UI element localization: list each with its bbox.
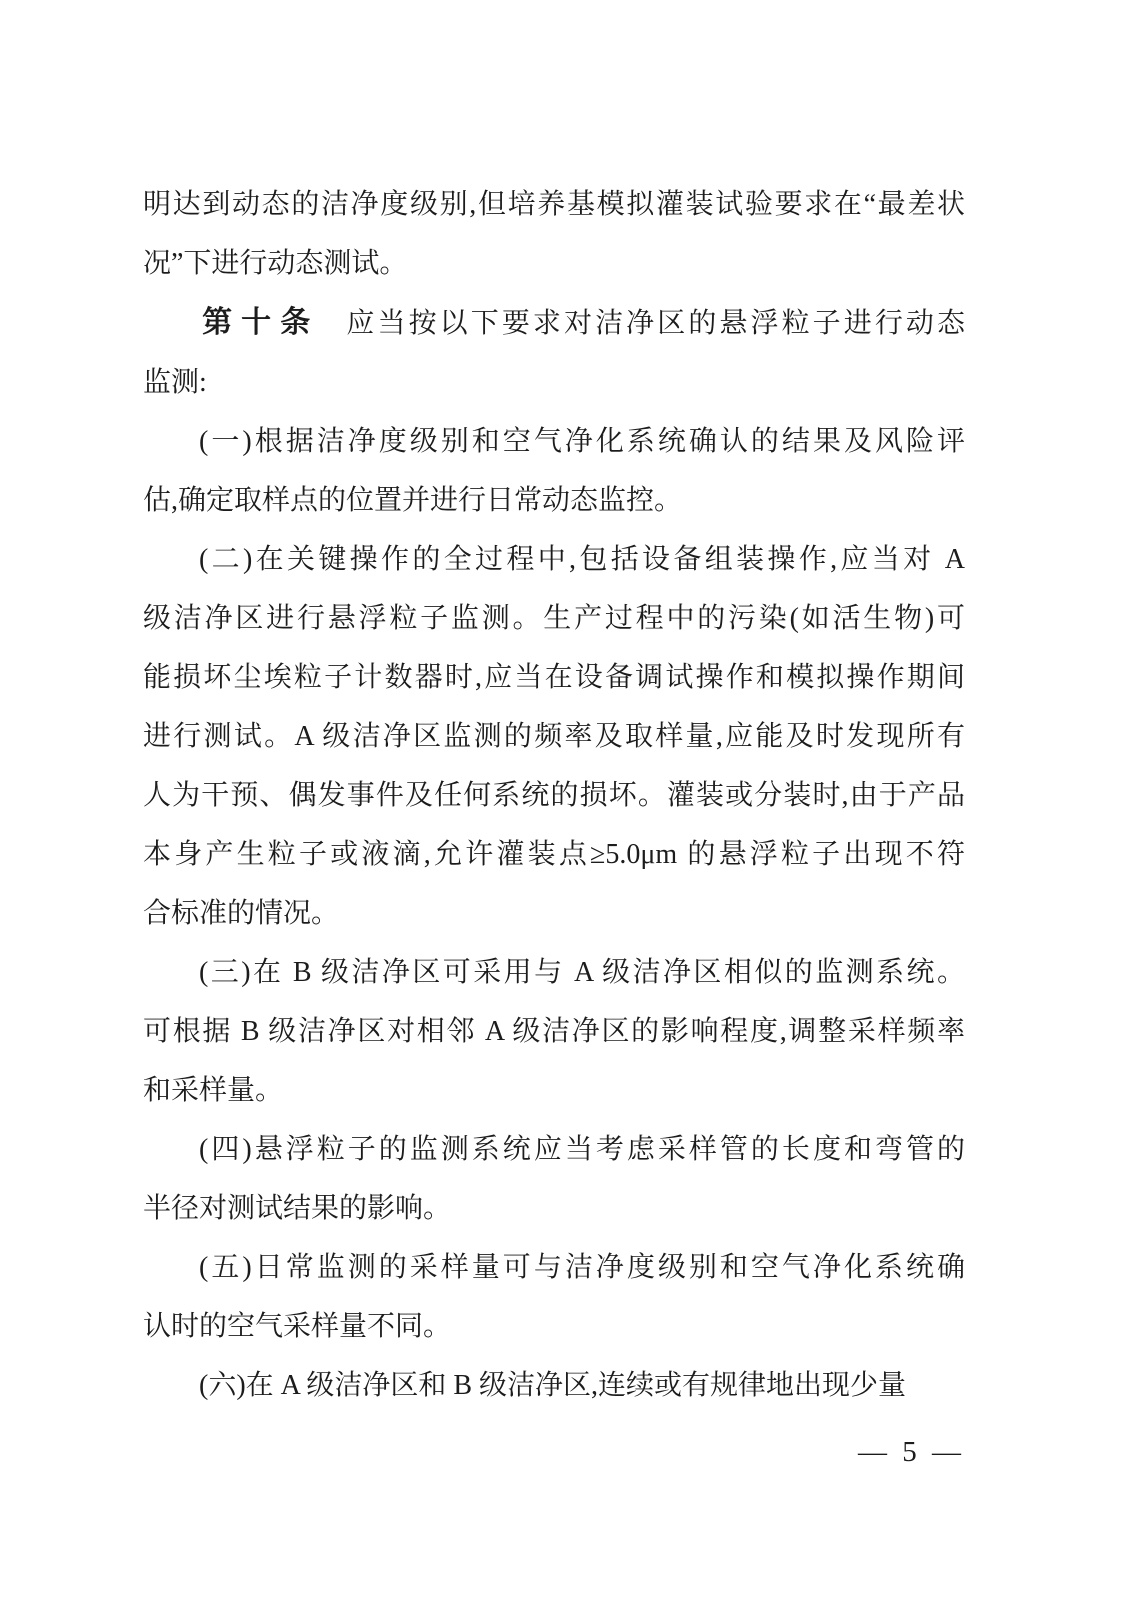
first-line-indent xyxy=(143,567,199,568)
article-number-heading: 第十条 xyxy=(199,306,320,339)
paragraph-3 xyxy=(143,412,965,530)
first-line-indent xyxy=(143,1393,199,1394)
text-line: 半径对测试结果的影响。 xyxy=(143,1193,452,1224)
text-line: 能损坏尘埃粒子计数器时,应当在设备调试操作和模拟操作期间 xyxy=(143,662,965,693)
paragraph-7 xyxy=(143,1238,965,1356)
text-line: (二)在关键操作的全过程中,包括设备组装操作,应当对 A xyxy=(143,530,965,589)
text-line: 人为干预、偶发事件及任何系统的损坏。灌装或分装时,由于产品 xyxy=(143,780,965,811)
text-line: 监测: xyxy=(143,367,207,398)
text-line: 估,确定取样点的位置并进行日常动态监控。 xyxy=(143,485,683,516)
text-line: 本身产生粒子或液滴,允许灌装点≥5.0μm 的悬浮粒子出现不符 xyxy=(143,839,965,870)
text-line: (四)悬浮粒子的监测系统应当考虑采样管的长度和弯管的 xyxy=(143,1120,965,1179)
text-line: 级洁净区进行悬浮粒子监测。生产过程中的污染(如活生物)可 xyxy=(143,603,965,634)
text-line: 和采样量。 xyxy=(143,1075,284,1106)
first-line-indent xyxy=(143,1275,199,1276)
paragraph-6 xyxy=(143,1120,965,1238)
lead-gap xyxy=(319,331,343,332)
first-line-indent xyxy=(143,449,199,450)
first-line-indent xyxy=(143,980,199,981)
paragraph-1 xyxy=(143,175,965,293)
text-line: (五)日常监测的采样量可与洁净度级别和空气净化系统确 xyxy=(143,1238,965,1297)
first-line-indent xyxy=(143,1157,199,1158)
text-line: (一)根据洁净度级别和空气净化系统确认的结果及风险评 xyxy=(143,412,965,471)
text-line: 合标准的情况。 xyxy=(143,898,340,929)
paragraphs-container xyxy=(143,175,965,1415)
paragraph-8 xyxy=(143,1356,965,1415)
text-line: 进行测试。A 级洁净区监测的频率及取样量,应能及时发现所有 xyxy=(143,721,965,752)
text-line: (三)在 B 级洁净区可采用与 A 级洁净区相似的监测系统。 xyxy=(143,943,965,1002)
text-line: 第十条 应当按以下要求对洁净区的悬浮粒子进行动态 xyxy=(143,293,965,353)
paragraph-5 xyxy=(143,943,965,1120)
paragraph-4 xyxy=(143,530,965,943)
first-line-indent xyxy=(143,331,199,332)
text-line: 况”下进行动态测试。 xyxy=(143,248,408,279)
text-line: (六)在 A 级洁净区和 B 级洁净区,连续或有规律地出现少量 xyxy=(143,1356,965,1415)
document-body xyxy=(143,175,965,1482)
text-line: 认时的空气采样量不同。 xyxy=(143,1311,452,1342)
text-line: 明达到动态的洁净度级别,但培养基模拟灌装试验要求在“最差状 xyxy=(143,189,965,220)
text-line: 可根据 B 级洁净区对相邻 A 级洁净区的影响程度,调整采样频率 xyxy=(143,1016,965,1047)
paragraph-2 xyxy=(143,293,965,412)
page-number: — 5 — xyxy=(858,1436,965,1468)
